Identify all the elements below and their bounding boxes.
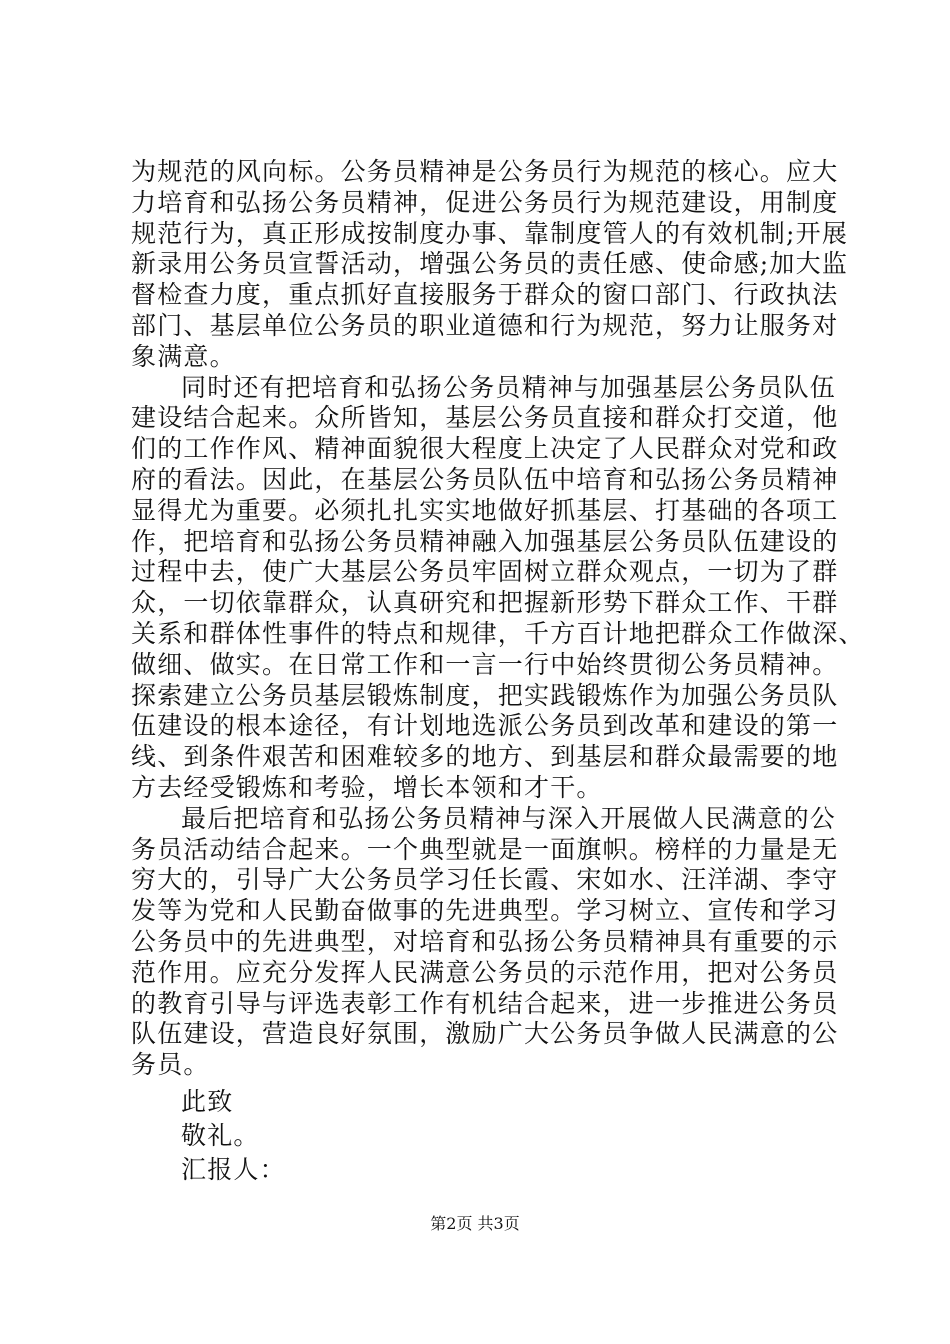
body-line: 关系和群体性事件的特点和规律，千方百计地把群众工作做深、 [131, 619, 865, 648]
body-line: 队伍建设，营造良好氛围，激励广大公务员争做人民满意的公 [131, 1019, 839, 1048]
body-line: 公务员中的先进典型，对培育和弘扬公务员精神具有重要的示 [131, 927, 839, 956]
body-line: 新录用公务员宣誓活动，增强公务员的责任感、使命感;加大监 [131, 249, 849, 278]
body-line: 作，把培育和弘扬公务员精神融入加强基层公务员队伍建设的 [131, 527, 839, 556]
body-line: 线、到条件艰苦和困难较多的地方、到基层和群众最需要的地 [131, 742, 839, 771]
body-line: 做细、做实。在日常工作和一言一行中始终贯彻公务员精神。 [131, 650, 839, 679]
body-line: 府的看法。因此，在基层公务员队伍中培育和弘扬公务员精神 [131, 465, 839, 494]
body-line: 探索建立公务员基层锻炼制度，把实践锻炼作为加强公务员队 [131, 681, 839, 710]
closing-respect: 敬礼。 [181, 1121, 260, 1150]
body-line: 力培育和弘扬公务员精神，促进公务员行为规范建设，用制度 [131, 188, 839, 217]
body-line: 的教育引导与评选表彰工作有机结合起来，进一步推进公务员 [131, 989, 839, 1018]
body-line: 务员活动结合起来。一个典型就是一面旗帜。榜样的力量是无 [131, 835, 839, 864]
body-line: 建设结合起来。众所皆知，基层公务员直接和群众打交道，他 [131, 403, 839, 432]
body-line: 务员。 [131, 1050, 210, 1079]
body-line: 穷大的，引导广大公务员学习任长霞、宋如水、汪洋湖、李守 [131, 865, 839, 894]
body-line: 方去经受锻炼和考验，增长本领和才干。 [131, 773, 603, 802]
body-line: 过程中去，使广大基层公务员牢固树立群众观点，一切为了群 [131, 557, 839, 586]
body-line: 部门、基层单位公务员的职业道德和行为规范，努力让服务对 [131, 311, 839, 340]
page-footer: 第2页 共3页 [430, 1214, 520, 1233]
body-line: 发等为党和人民勤奋做事的先进典型。学习树立、宣传和学习 [131, 896, 839, 925]
reporter-label: 汇报人： [181, 1155, 286, 1184]
body-line: 显得尤为重要。必须扎扎实实地做好抓基层、打基础的各项工 [131, 496, 839, 525]
closing-salutation: 此致 [181, 1087, 234, 1116]
body-line: 督检查力度，重点抓好直接服务于群众的窗口部门、行政执法 [131, 280, 839, 309]
body-line: 们的工作作风、精神面貌很大程度上决定了人民群众对党和政 [131, 434, 839, 463]
paragraph-start-line: 最后把培育和弘扬公务员精神与深入开展做人民满意的公 [181, 804, 837, 833]
body-line: 象满意。 [131, 342, 236, 371]
body-line: 范作用。应充分发挥人民满意公务员的示范作用，把对公务员 [131, 958, 839, 987]
body-line: 众，一切依靠群众，认真研究和把握新形势下群众工作、干群 [131, 588, 839, 617]
body-line: 规范行为，真正形成按制度办事、靠制度管人的有效机制;开展 [131, 219, 849, 248]
body-line: 为规范的风向标。公务员精神是公务员行为规范的核心。应大 [131, 157, 839, 186]
paragraph-start-line: 同时还有把培育和弘扬公务员精神与加强基层公务员队伍 [181, 373, 837, 402]
body-line: 伍建设的根本途径，有计划地选派公务员到改革和建设的第一 [131, 711, 839, 740]
